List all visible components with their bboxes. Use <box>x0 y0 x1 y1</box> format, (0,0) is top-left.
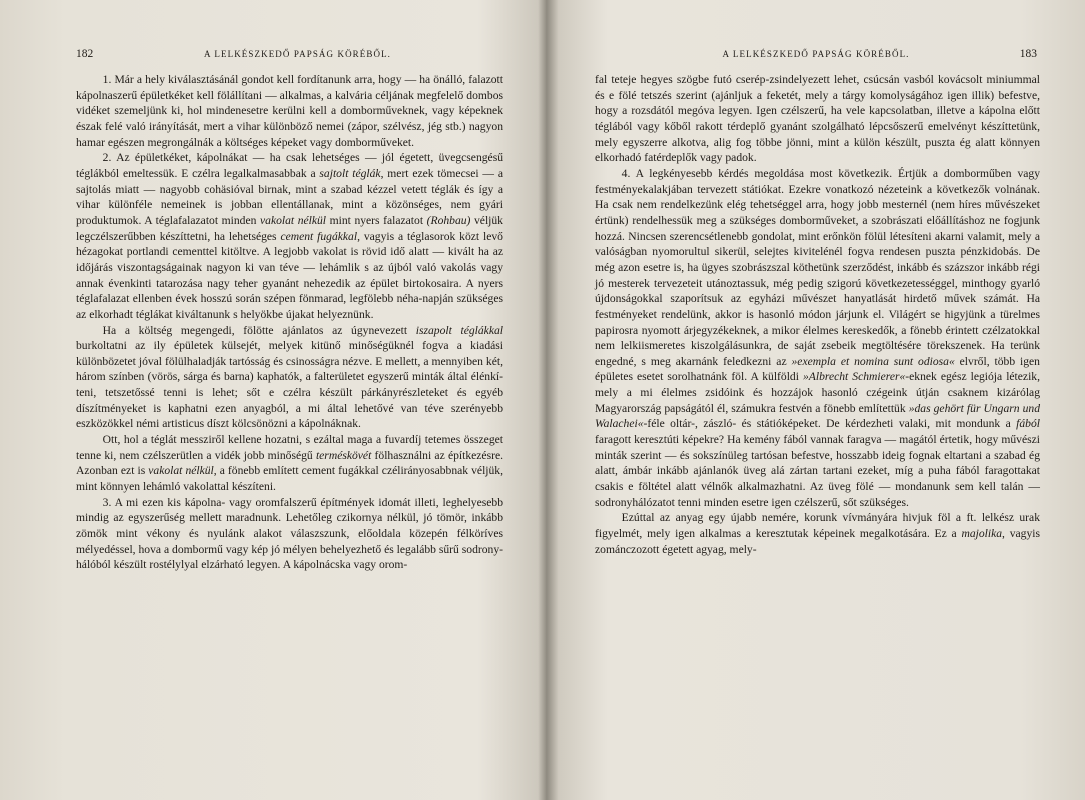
text-run: , vagyis zománczozott égetett agyag, mely- <box>595 527 1040 556</box>
italic-term: sajtolt téglák <box>319 166 381 180</box>
italic-term: »das gehört für Ungarn und Walachei« <box>595 401 1040 431</box>
text-run: fölhasználni az építkezésre. Azonban ezt is <box>76 448 503 478</box>
paragraph <box>76 150 503 322</box>
text-run: 2. Az épületkéket, kápolnákat — ha csak lehetséges — jól égetett, üvegcsengésű téglákból emeltessük. E czélra legalkalmasabbak a <box>76 151 503 180</box>
text-run: fal teteje hegyes szögbe futó cserép-zsindelyezett lehet, csúcsán vasból kovácsolt miniummal és e fölé tetszés szerint (ajánljuk a feketét, mely a tárgy komolyságához igen illik) befestve, hogy a rozsdától megóva legyen. Igen czélszerű, ha vele kapcsolatban, illetve a kápolna előtt téglából vagy kőből rakott térdeplő gyanánt szolgálható lépcsőszerű emelvényt készíttetünk, mely egyszerre alkotva, alig fog többe jönni, mint a külön készült, puszta ég alatt könnyen elkorhadó fatérdeplők vagy padok. <box>595 73 1040 165</box>
text-run: 1. Már a hely kiválasztásánál gondot kell fordítanunk arra, hogy — ha önálló, falazott kápolnaszerű épületkéket kell fölállítani — alkalmas, a kalvária céljának megfelelő dombos vidéket szemeljünk ki, hol mindenesetre kerülni kell a domborműveknek, vagy képeknek észak felé való irányítását, mert a vihar különböző nemei (zápor, szélvész, jég stb.) nagyon hamar egészen megrongálnák a költséges képeket vagy domborműveket. <box>76 73 503 149</box>
paragraph <box>595 72 1040 166</box>
text-run: Ezúttal az anyag egy újabb nemére, korunk vívmányára hivjuk föl a ft. lelkész urak figyelmét, mely igen alkalmas a keresztutak képeinek megalkotására. Ez a <box>595 511 1040 541</box>
paragraph <box>76 432 503 495</box>
text-run: 3. A mi ezen kis kápolna- vagy oromfalszerű építmények idomát illeti, leghelyesebb mindig az egyszerűség mellett maradnunk. Lehetőleg czikornya nélkül, jó tömör, inkább zömök mint vékony és nyulánk alakot válaszszunk, előoldala közepén félköríves mélyedéssel, hova a dombormű vagy kép jó mélyen behelyezhető és legalább sűrű sodronyhálóból készült rostélylyal elzárható legyen. A kápolnácska vagy orom- <box>76 495 503 572</box>
text-run: elvről, több igen épületes esetet sorolhatnánk föl. A külföldi <box>595 354 1040 384</box>
italic-term: cement fugákkal <box>280 229 358 243</box>
italic-term: majolika <box>961 527 1003 541</box>
text-run: burkoltatni az ily épületek külsejét, melyek kitünő minőségüknél fogva a kiadási különbözetet jóval fölülhaladják tartósság és csinosságra nézve. E mellett, a mennyiben két, három színben (vörös, sárga és barna) kaphatók, a falterületet egyszerű minták által élénkíteni, tetszetőssé tenni is lehet; sőt e czélra készült párkányrészleteket és egyéb díszítményeket is kaphatni ezen anyagból, a mi által lehetővé van téve szerényebb eszközökkel némi artisticus díszt kölcsönözni a kápolnáknak. <box>76 339 503 431</box>
page-number: 183 <box>1019 48 1037 60</box>
right-page <box>543 0 1085 800</box>
text-run: -féle oltár-, zászló- és státióképeket. De kérdezheti valaki, mit mondunk a <box>643 417 1017 431</box>
text-run: -eknek egész legiója létezik, mely a mi élelmes zsidóink és hozzájok hasonló czégeink útján csaknem kizárólag Magyarország papságától él, számukra festvén a fönebb említettük <box>595 370 1040 415</box>
body-text <box>76 72 503 573</box>
running-head-title: A LELKÉSZKEDŐ PAPSÁG KÖRÉBŐL. <box>203 49 392 59</box>
paragraph <box>76 495 503 573</box>
italic-term: (Rohbau) <box>426 213 471 227</box>
text-run: mint nyers falazatot <box>326 213 427 227</box>
running-head-title: A LELKÉSZKEDŐ PAPSÁG KÖRÉBŐL. <box>722 49 910 59</box>
italic-term: vakolat nélkül <box>260 213 327 227</box>
text-run: Ha a költség megengedi, fölötte ajánlatos az úgynevezett <box>102 323 416 337</box>
paragraph <box>595 510 1040 557</box>
text-run: , a fönebb említett cement fugákkal czélirányosabbnak véljük, mint könnyen lehámló vakolattal készíteni. <box>76 464 503 494</box>
body-text <box>595 72 1040 557</box>
italic-term: »exempla et nomina sunt odiosa« <box>791 354 955 368</box>
text-run: , vagyis a téglasorok közt levő hézagokat portlandi cementtel kitöltve. A legjobb vakolat is rövid idő alatt — kivált ha az időjárás viszontagságainak nagyon ki van téve — lehámlik s az újból való vakolás vagy annak évenkinti tatarozása nagy teher gyanánt nehezedik az épület birtokosaira. A nyers téglafalazat ellenben évek hosszú során szépen fönmarad, legfölebb néha-napján szükséges az elkorhadt téglákat kiváltanunk s helyökbe újakat helyeznünk. <box>76 229 503 321</box>
text-run: 4. A legkényesebb kérdés megoldása most következik. Értjük a domborműben vagy festményekalakjában tervezett státiókat. Ezekre vonatkozó nézeteink a következők volnának. Ha csak nem rendelkezünk elég tehetséggel arra, hogy jobb mesternél (nem híres művészeket értünk) rendelhessük meg a szükséges domborműveket, a szobrászati előállításhoz ne fogjunk hozzá. Nincsen szerencsétlenebb gondolat, mint erőnkön fölül létesíteni akarni valamit, mely a valóságban nyomorultul sikerül, selejtes kivitelénél fogva rendesen puszta pénzkidobás. De még azon esetre is, ha ügyes szobrászszal köthetünk szerződést, inkább és százszor inkább régi jó mesterek tervezeteit utánoztassuk, még pedig szigorú következetességgel, minthogy gyarló újdonságokkal szaporítsuk az egyházi művészet hanyatlását hirdető művek számát. Ha festményeket rendelünk, akkor is hasonló módon járjunk el. Világért se higyjünk a türelmes papirosra nyomott árjegyzékeknek, a mikor élelmes kereskedők, a fönebb érintett czélzatokkal nem lelkiismeretes kiszolgálásunkra, de saját zsebeik megtöltésére törekszenek. Ha terünk engedné, s meg akarnánk feledkezni az <box>595 166 1040 368</box>
running-head <box>76 48 519 64</box>
italic-term: terméskövét <box>315 448 372 462</box>
italic-term: vakolat nélkül <box>148 464 214 478</box>
text-run: véljük legczélszerűbben készíttetni, ha lehetséges <box>76 213 503 243</box>
italic-term: iszapolt téglákkal <box>415 323 503 337</box>
paragraph <box>595 166 1040 510</box>
italic-term: »Albrecht Schmierer« <box>802 370 906 384</box>
paragraph <box>76 72 503 150</box>
page-number: 182 <box>76 48 94 60</box>
text-run: , mert ezek tömecsei — a sajtolás miatt — nagyobb cohäsióval birnak, mint a szabad kézzel vetett téglák és így a vihar különféle nemeinek is jobban ellentállanak, mint a közönséges, nem gyári produktumok. A téglafalazatot minden <box>76 166 503 227</box>
text-run: Ott, hol a téglát messziről kellene hozatni, s ezáltal maga a fuvardíj tetemes összeget tenne ki, nem czélszerütlen a vidék jobb minőségű <box>76 433 503 462</box>
italic-term: fából <box>1016 417 1040 431</box>
paragraph <box>76 323 503 433</box>
running-head <box>595 48 1037 64</box>
text-run: faragott keresztúti képekre? Ha kemény fából vannak faragva — magától értetik, hogy művészi minták szerint — és sokszínüleg tartósan befestve, hosszabb ideig fognak eltartani a szabad ég alatt, ámbár inkább ajánlanók üveg alá zártan tartani ezeket, míg a puha fából faragottakat csakis e föltétel alatt vélnők alkalmazhatni. Az üveg fölé — mondanunk sem kell talán — sodronyhálózatot tenni minden esetre igen czélszerű, sőt szükséges. <box>595 433 1040 509</box>
